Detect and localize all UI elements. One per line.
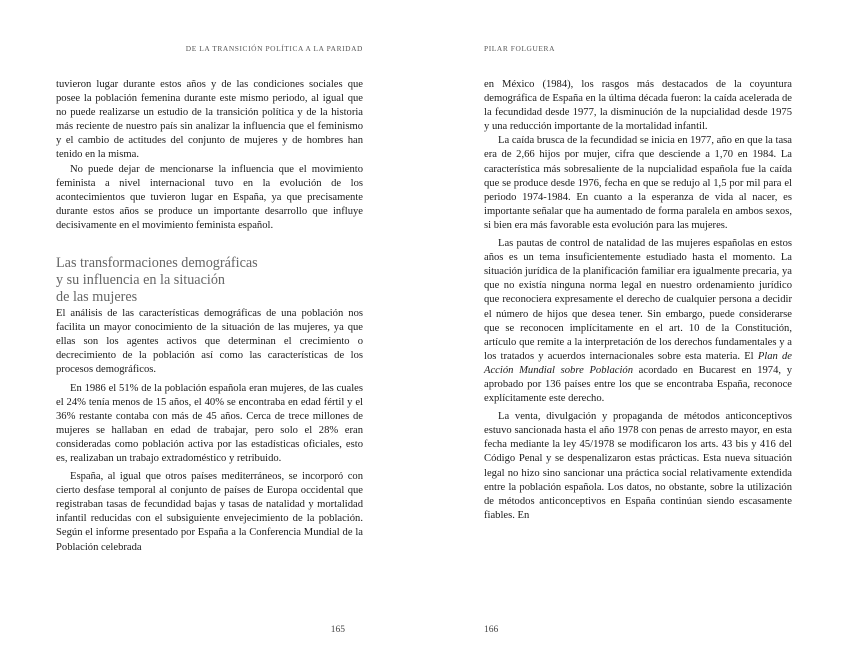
paragraph-text: Las pautas de control de natalidad de las mujeres españolas en estos años es un tema insuficientemente estudiado hasta el momento. La situación jurídica de la planificación familiar era igualmente precaria, ya que no existía ninguna norma legal en nuestro ordenamiento jurídico que reconociera expresamente el derecho de cualquier persona a decidir el número de hijos que desea tener. Sin embargo, puede considerarse que se reconocen implícitamente en el art. 10 de la Constitución, artículo que remite a la interpretación de los derechos fundamentales y a los tratados y acuerdos internacionales sobre esta materia. El [484,238,792,362]
page-number-left: 165 [330,625,345,635]
body-paragraph: El análisis de las características demográficas de una población nos facilita un mayor conocimiento de la situación de las mujeres, ya que ellas son los agentes activos que determinan el crecimiento o decrecimiento de la población así como las características de los procesos demográficos. [56,308,363,376]
left-page [56,0,363,655]
body-paragraph [484,237,792,406]
body-paragraph: La venta, divulgación y propaganda de métodos anticonceptivos estuvo sancionada hasta el año 1978 con penas de arresto mayor, en esta fecha mediante la ley 45/1978 se modificaron los arts. 43 bis y 416 del Código Penal y se despenalizaron estas prácticas. Esta nueva situación legal no hizo sino sancionar una práctica social relativamente extendida entre la población española. Los datos, no obstante, sobre la utilización de métodos anticonceptivos en España continúan siendo escasamente fiables. En [484,411,792,521]
body-paragraph: tuvieron lugar durante estos años y de las condiciones sociales que posee la población femenina durante este mismo periodo, al igual que no puede realizarse un estudio de la transición política y de la historia más reciente de nuestro país sin analizar la influencia que el feminismo y el cambio de actitudes del conjunto de mujeres y de hombres han tenido en la misma. [56,79,363,161]
body-paragraph: en México (1984), los rasgos más destacados de la coyuntura demográfica de España en la última década fueron: la caída acelerada de la fecundidad desde 1977, la disminución de la nupcialidad desde 1975 y una reducción importante de la mortalidad infantil. [484,79,792,133]
heading-line: Las transformaciones demográficas [56,255,258,272]
page-number-right: 166 [484,625,499,635]
body-paragraph: España, al igual que otros países mediterráneos, se incorporó con cierto desfase temporal al conjunto de países de Europa occidental que registraban tasas de fecundidad bajas y tasas de natalidad y mortalidad infantil reducidas con el subsiguiente envejecimiento de la población. Según el informe presentado por España a la Conferencia Mundial de la Población celebrada [56,471,363,553]
body-paragraph: En 1986 el 51% de la población española eran mujeres, de las cuales el 24% tenía menos de 15 años, el 40% se encontraba en edad fértil y el 36% restante contaba con más de 45 años. Cerca de trece millones de mujeres se hallaban en edad de trabajar, pero solo el 28% eran consideradas como población activa por las estadísticas oficiales, esto es, realizaban un trabajo extradoméstico y retribuido. [56,382,363,464]
heading-line: y su influencia en la situación [56,272,226,289]
paragraph-text: acordado en Bucarest en 1974, y aprobado por 136 países entre los que se encontraba España, reconoce explícitamente este derecho. [484,364,792,405]
running-head-right: PILAR FOLGUERA [484,44,556,53]
right-page [484,0,792,655]
left-page-body [56,78,363,555]
section-heading [56,255,363,306]
right-page-body [484,78,792,523]
body-paragraph: La caída brusca de la fecundidad se inicia en 1977, año en que la tasa era de 2,66 hijos por mujer, cifra que desciende a 1,70 en 1984. La característica más sobresaliente de la nupcialidad española fue la caída que se produce desde 1976, fecha en que se redujo al 1,5 por mil para el periodo 1974-1984. En cuanto a la esperanza de vida al nacer, es importante señalar que ha aumentado de forma paralela en ambos sexos, si bien era más favorable esta evolución para las mujeres. [484,135,792,231]
heading-line: de las mujeres [56,289,138,306]
italic-title: Plan de Acción Mundial sobre Población [484,350,792,376]
running-head-left: DE LA TRANSICIÓN POLÍTICA A LA PARIDAD [185,44,363,53]
body-paragraph: No puede dejar de mencionarse la influencia que el movimiento feminista a nivel internacional tuvo en la evolución de los acontecimientos que tuvieron lugar en España, ya que precisamente durante estos años se produce un importante desarrollo que influye decisivamente en el movimiento feminista español. [56,163,363,231]
